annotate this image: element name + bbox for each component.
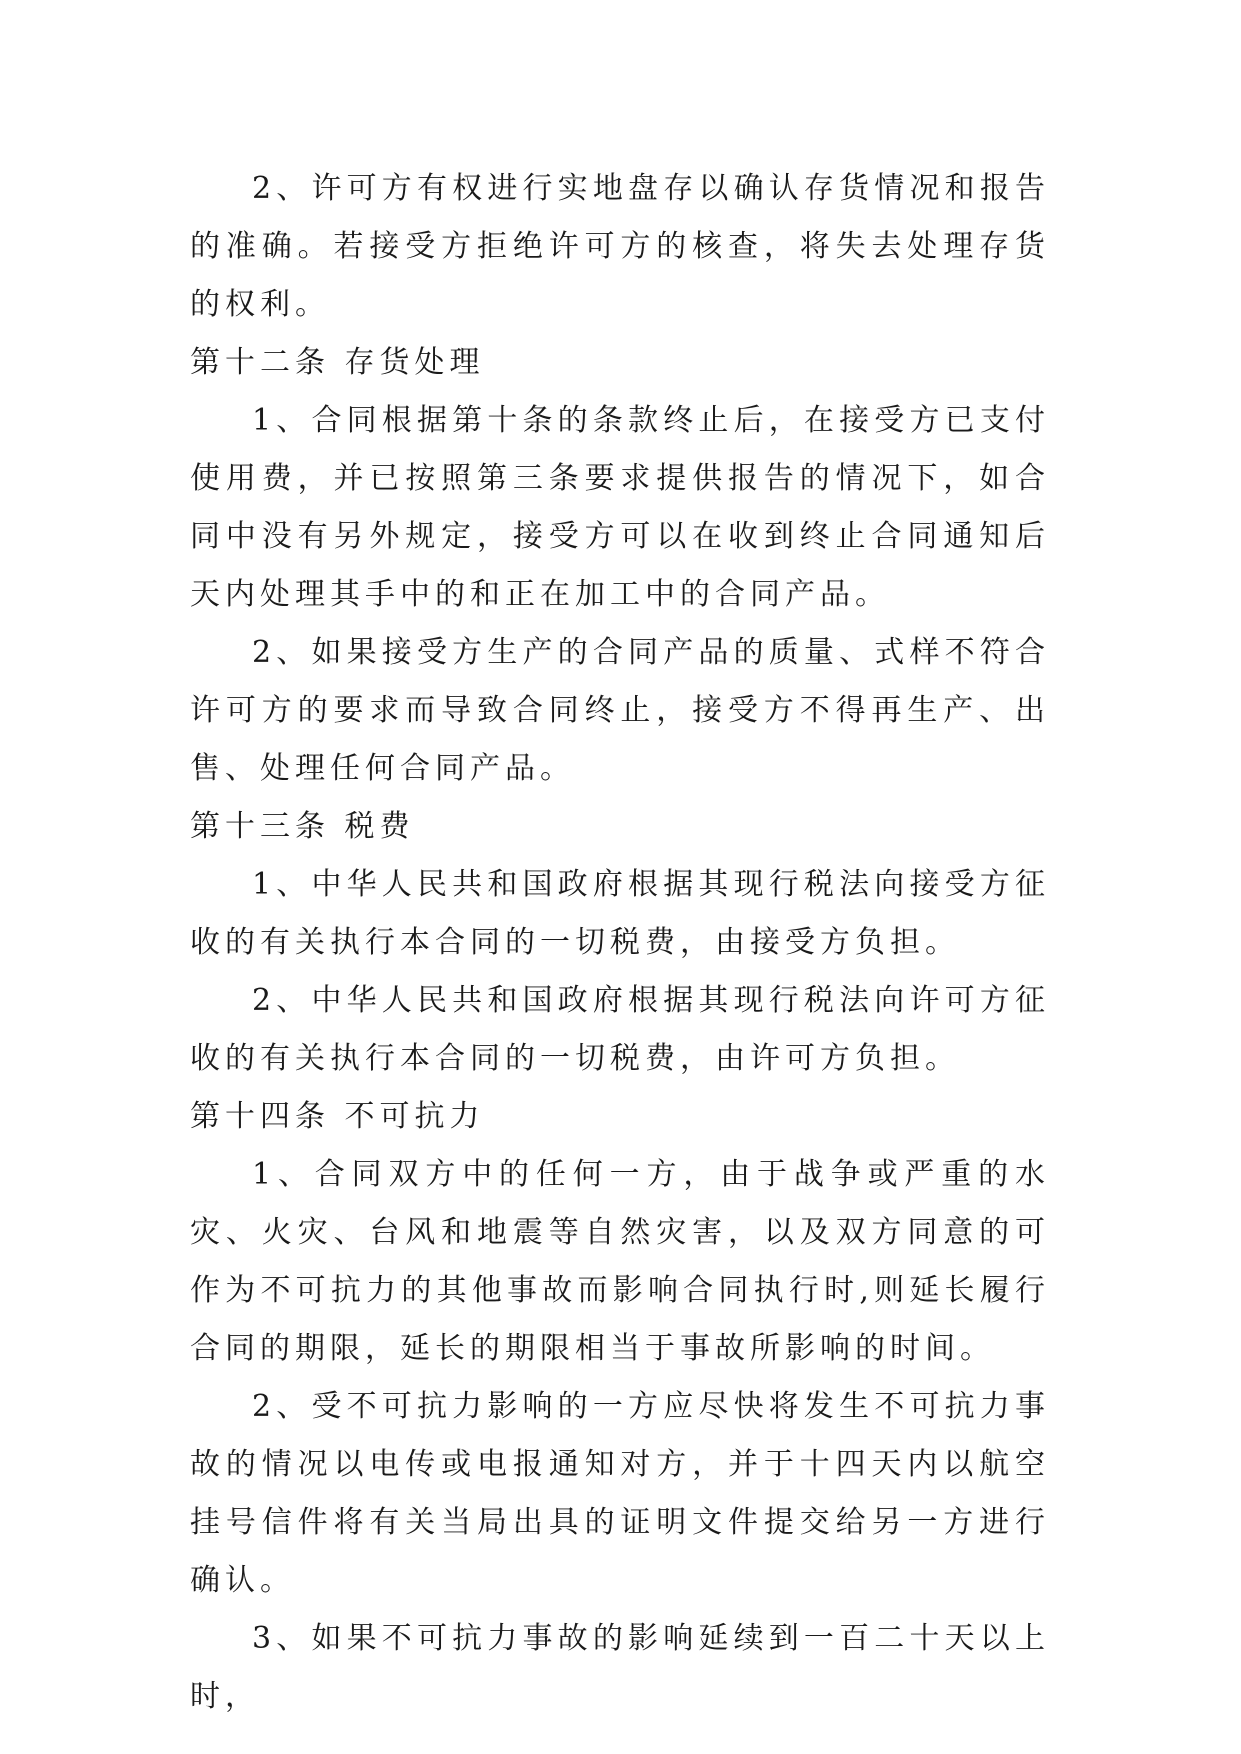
clause-12-item-1: 1、合同根据第十条的条款终止后，在接受方已支付使用费，并已按照第三条要求提供报告的情况下，如合同中没有另外规定，接受方可以在收到终止合同通知后天内处理其手中的和正在加工中的合同产品。	[190, 403, 1050, 612]
clause-14-item-1: 1、合同双方中的任何一方，由于战争或严重的水灾、火灾、台风和地震等自然灾害，以及双方同意的可作为不可抗力的其他事故而影响合同执行时,则延长履行合同的期限，延长的期限相当于事故所影响的时间。	[190, 1157, 1050, 1366]
clause-12-item-2: 2、如果接受方生产的合同产品的质量、式样不符合许可方的要求而导致合同终止，接受方不得再生产、出售、处理任何合同产品。	[190, 635, 1050, 786]
clause-14-item-3: 3、如果不可抗力事故的影响延续到一百二十天以上时，	[190, 1621, 1050, 1714]
article-13-heading: 第十三条 税费	[190, 809, 415, 844]
document-body	[190, 160, 1050, 1726]
clause-13-item-1: 1、中华人民共和国政府根据其现行税法向接受方征收的有关执行本合同的一切税费，由接受方负担。	[190, 867, 1050, 960]
clause-11-item-2: 2、许可方有权进行实地盘存以确认存货情况和报告的准确。若接受方拒绝许可方的核查，将失去处理存货的权利。	[190, 171, 1050, 322]
article-12-heading: 第十二条 存货处理	[190, 345, 485, 380]
clause-14-item-2: 2、受不可抗力影响的一方应尽快将发生不可抗力事故的情况以电传或电报通知对方，并于十四天内以航空挂号信件将有关当局出具的证明文件提交给另一方进行确认。	[190, 1389, 1050, 1598]
article-14-heading: 第十四条 不可抗力	[190, 1099, 485, 1134]
clause-13-item-2: 2、中华人民共和国政府根据其现行税法向许可方征收的有关执行本合同的一切税费，由许可方负担。	[190, 983, 1050, 1076]
